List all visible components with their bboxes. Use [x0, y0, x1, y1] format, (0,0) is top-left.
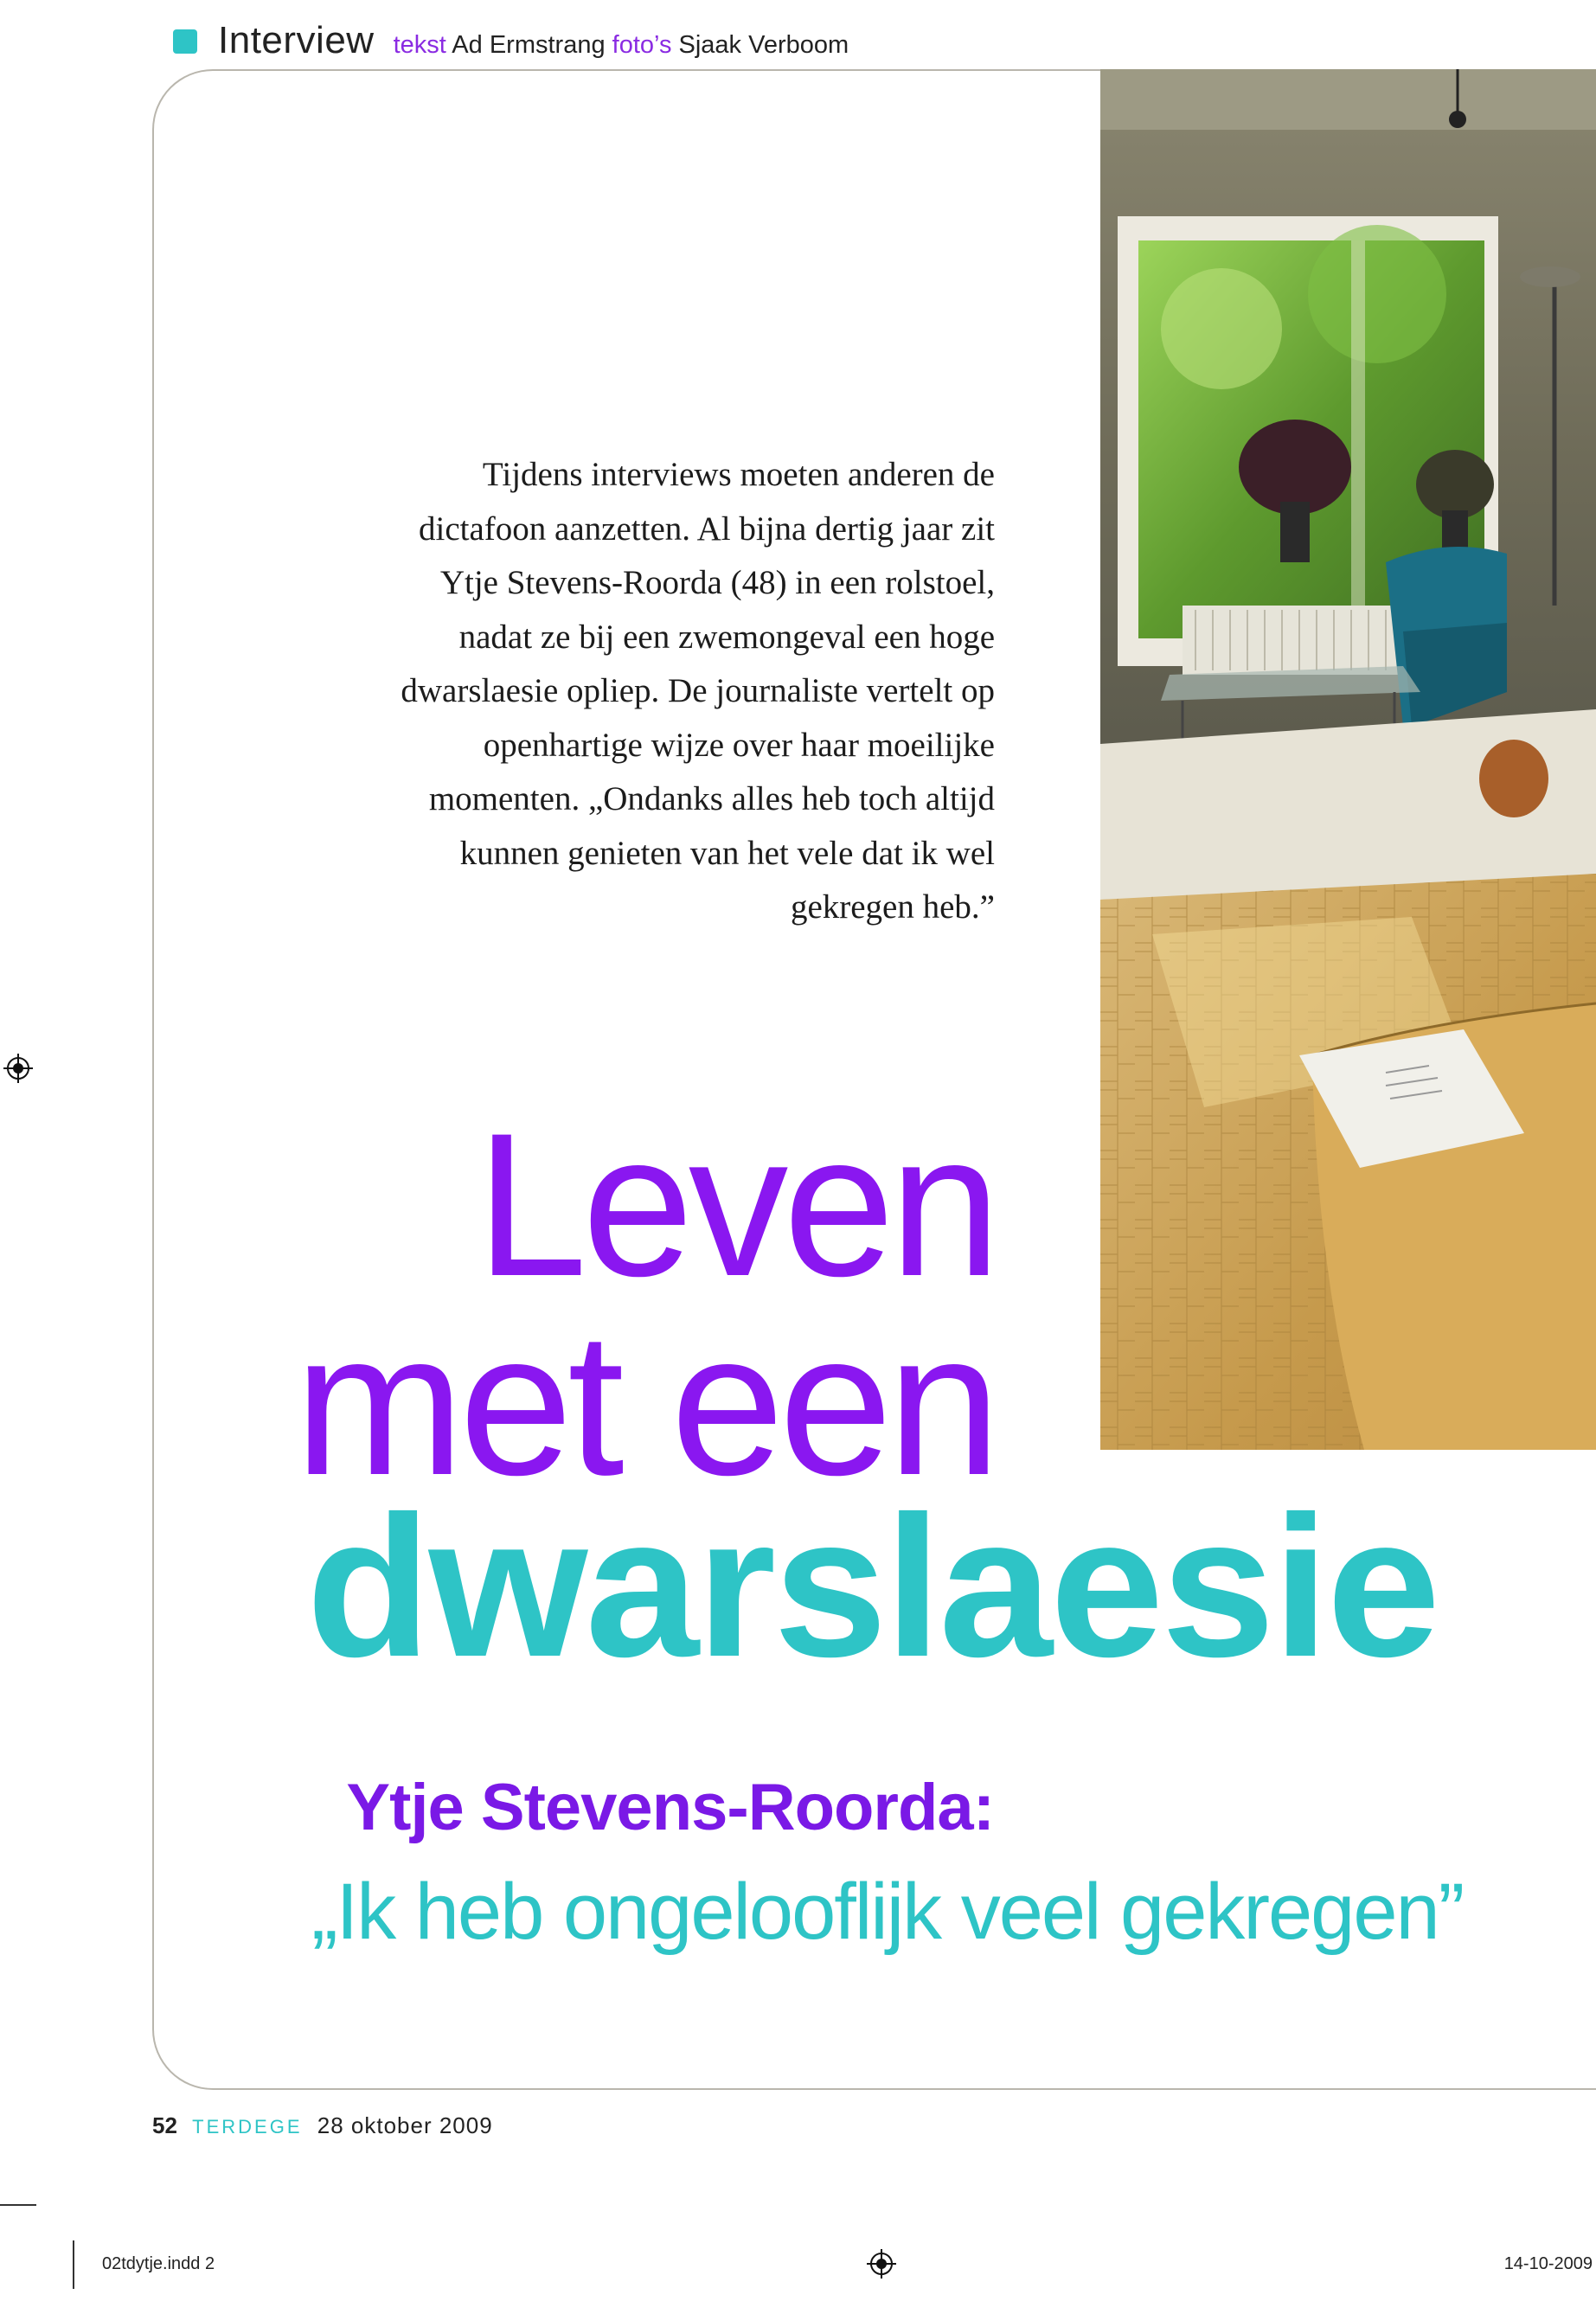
subhead-name: Ytje Stevens-Roorda: [346, 1771, 994, 1844]
registration-mark-icon [3, 1054, 33, 1083]
crop-mark-vertical [73, 2240, 74, 2289]
magazine-name: TERDEGE [192, 2116, 303, 2138]
intro-paragraph: Tijdens interviews moeten anderen de dictafoon aanzetten. Al bijna dertig jaar zit Ytje Stevens-Roorda (48) in een rolstoel, nadat ze bij een zwemongeval een hoge dwarslaesie opliep. De journaliste vertelt op openhartige wijze over haar moeilijke momenten. „Ondanks alles heb toch altijd kunnen genieten van het vele dat ik wel gekregen heb.” [401, 456, 995, 926]
registration-mark-icon [867, 2249, 896, 2279]
text-credit-label: tekst [393, 31, 446, 59]
headline-line-2: met een [294, 1290, 996, 1518]
slug-date: 14-10-2009 [1503, 2254, 1593, 2273]
credits [394, 31, 849, 60]
text-credit-author: Ad Ermstrang [452, 31, 606, 59]
headline-line-1: Leven [476, 1091, 996, 1319]
crop-mark-horizontal [0, 2204, 36, 2206]
photo-credit-author: Sjaak Verboom [678, 31, 849, 59]
article-header [173, 19, 849, 67]
article-photo [1100, 69, 1596, 1450]
photo-credit-label: foto’s [612, 31, 672, 59]
section-square-icon [173, 29, 197, 54]
headline-line-3: dwarslaesie [306, 1475, 1439, 1699]
issue-date: 28 oktober 2009 [317, 2112, 493, 2138]
section-label: Interview [218, 19, 375, 61]
pull-quote: „Ik heb ongelooflijk veel gekregen” [311, 1868, 1464, 1956]
slug-filename: 02tdytje.indd 2 [102, 2254, 215, 2273]
page-number: 52 [152, 2112, 177, 2138]
page-footer [152, 2112, 493, 2139]
